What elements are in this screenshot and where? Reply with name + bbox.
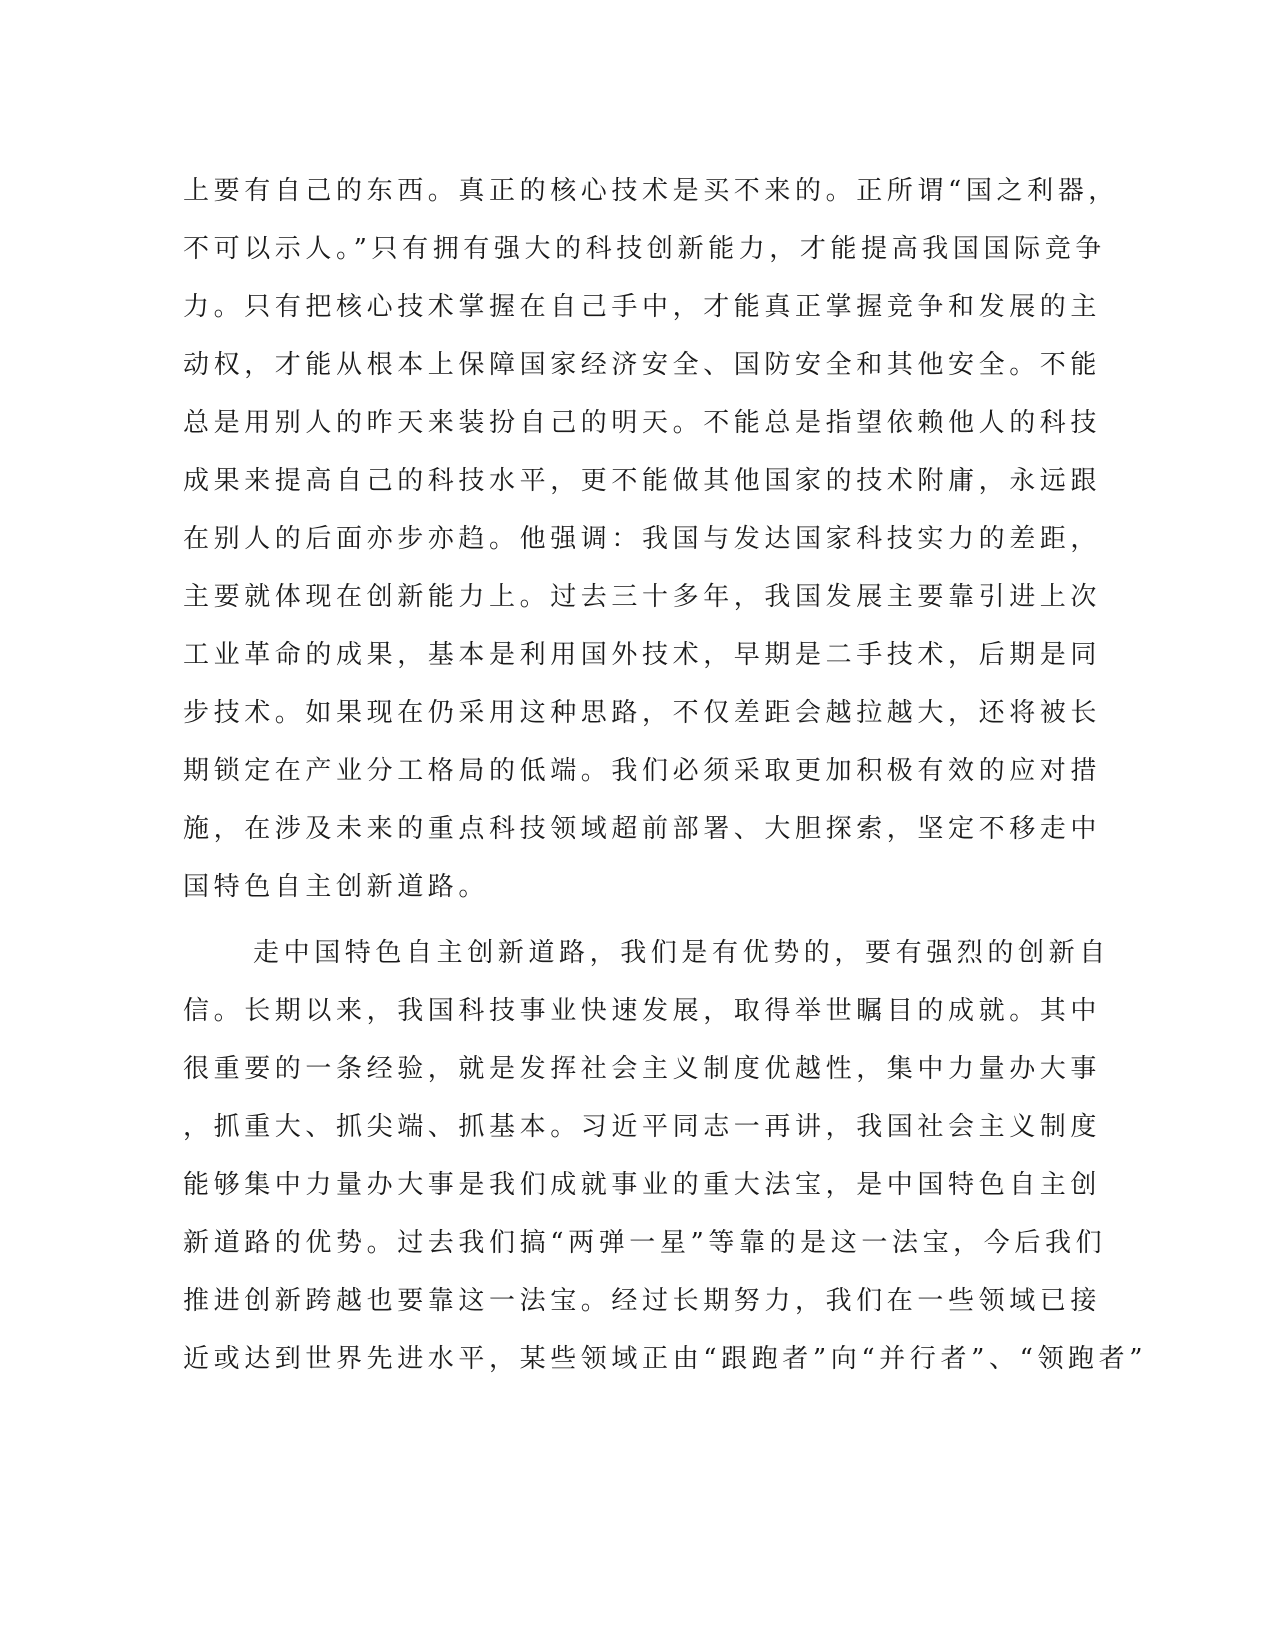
paragraph-1 (183, 162, 1119, 916)
paragraph-1-line: 力。只有把核心技术掌握在自己手中，才能真正掌握竞争和发展的主 (183, 292, 1102, 322)
paragraph-1-line: 工业革命的成果，基本是利用国外技术，早期是二手技术，后期是同 (183, 640, 1102, 670)
paragraph-2-line: 能够集中力量办大事是我们成就事业的重大法宝，是中国特色自主创 (183, 1170, 1102, 1200)
paragraph-1-line: 在别人的后面亦步亦趋。他强调：我国与发达国家科技实力的差距， (183, 524, 1102, 554)
paragraph-1-line: 国特色自主创新道路。 (183, 872, 490, 902)
paragraph-2-line: ，抓重大、抓尖端、抓基本。习近平同志一再讲，我国社会主义制度 (183, 1112, 1102, 1142)
paragraph-2-line: 很重要的一条经验，就是发挥社会主义制度优越性，集中力量办大事 (183, 1054, 1102, 1084)
paragraph-2-line: 推进创新跨越也要靠这一法宝。经过长期努力，我们在一些领域已接 (183, 1286, 1102, 1316)
paragraph-2-line: 近或达到世界先进水平，某些领域正由“跟跑者”向“并行者”、“领跑者” (183, 1344, 1148, 1374)
paragraph-1-line: 上要有自己的东西。真正的核心技术是买不来的。正所谓“国之利器， (183, 176, 1119, 206)
paragraph-1-line: 不可以示人。”只有拥有强大的科技创新能力，才能提高我国国际竞争 (183, 234, 1106, 264)
paragraph-1-line: 施，在涉及未来的重点科技领域超前部署、大胆探索，坚定不移走中 (183, 814, 1102, 844)
paragraph-1-line: 动权，才能从根本上保障国家经济安全、国防安全和其他安全。不能 (183, 350, 1102, 380)
paragraph-2-line: 新道路的优势。过去我们搞“两弹一星”等靠的是这一法宝，今后我们 (183, 1228, 1107, 1258)
paragraph-2 (183, 924, 1148, 1388)
paragraph-1-line: 成果来提高自己的科技水平，更不能做其他国家的技术附庸，永远跟 (183, 466, 1102, 496)
paragraph-1-line: 总是用别人的昨天来装扮自己的明天。不能总是指望依赖他人的科技 (183, 408, 1102, 438)
paragraph-1-line: 主要就体现在创新能力上。过去三十多年，我国发展主要靠引进上次 (183, 582, 1102, 612)
paragraph-1-line: 期锁定在产业分工格局的低端。我们必须采取更加积极有效的应对措 (183, 756, 1102, 786)
paragraph-2-line: 走中国特色自主创新道路，我们是有优势的，要有强烈的创新自 (253, 938, 1110, 968)
paragraph-2-line: 信。长期以来，我国科技事业快速发展，取得举世瞩目的成就。其中 (183, 996, 1102, 1026)
paragraph-1-line: 步技术。如果现在仍采用这种思路，不仅差距会越拉越大，还将被长 (183, 698, 1102, 728)
